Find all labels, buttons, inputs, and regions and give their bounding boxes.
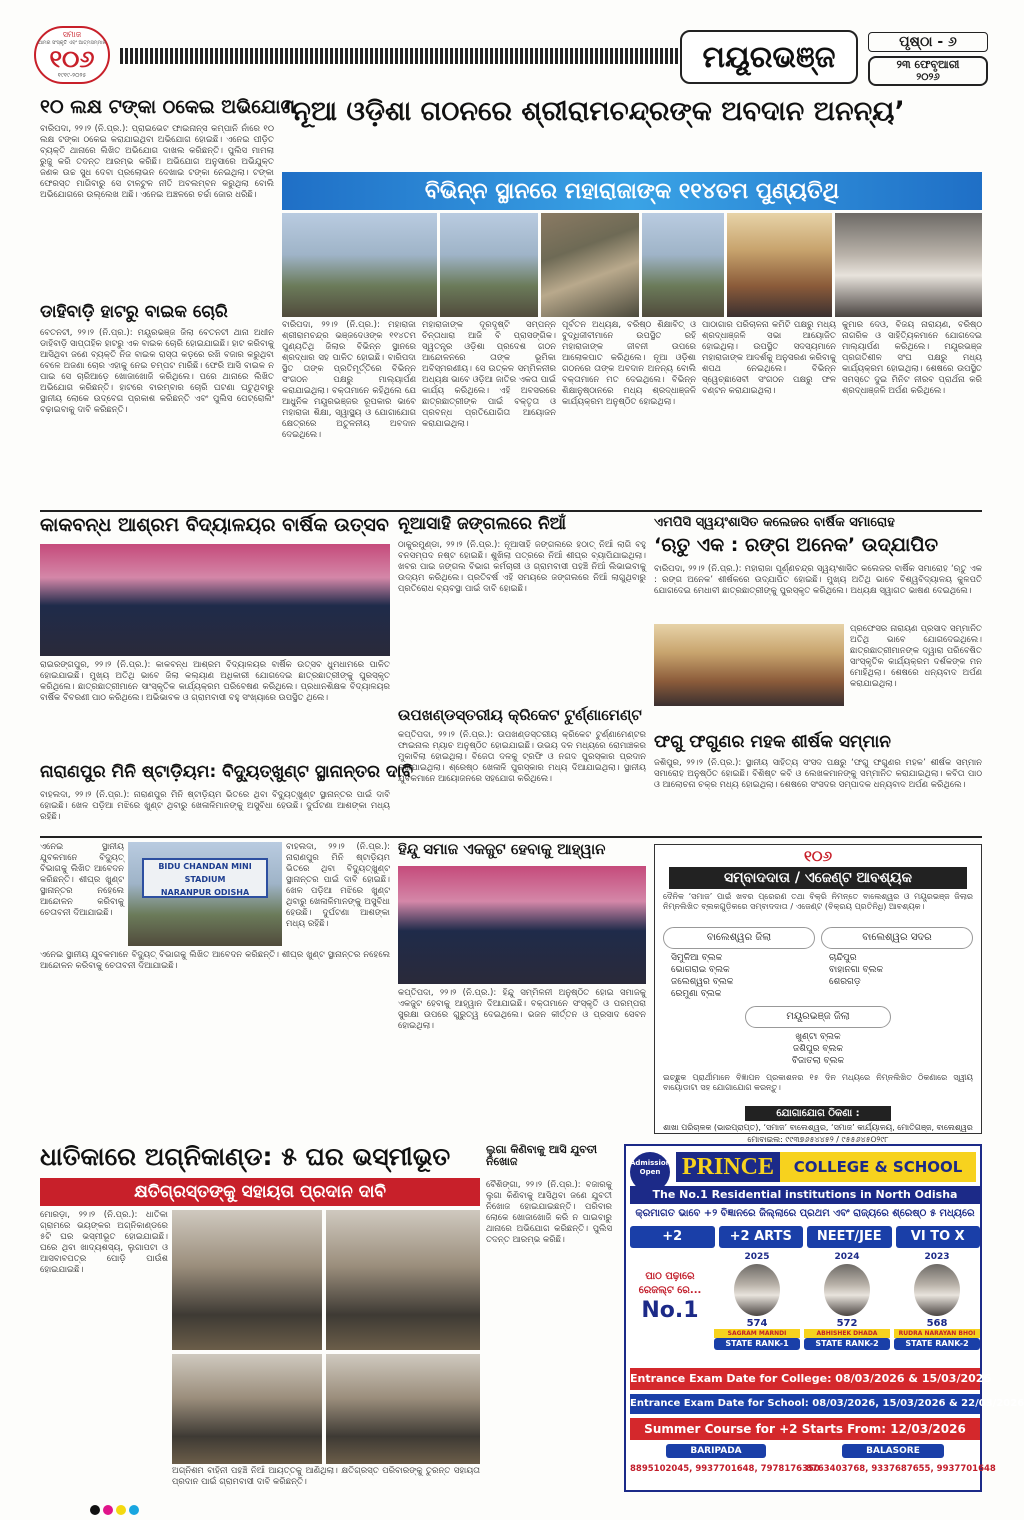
- prince-odia-line: କ୍ରମାଗତ ଭାବେ +୨ ବିଜ୍ଞାନରେ ଜିଲ୍ଲାରେ ପ୍ରଥମ ଏବଂ ରାଜ୍ୟରେ ଶ୍ରେଷ୍ଠ ୫ ମଧ୍ୟରେ: [635, 1208, 975, 1219]
- balasore-blocks: [663, 949, 815, 1003]
- logo-top: ସମାଜ: [62, 30, 82, 39]
- topper-2: [804, 1252, 890, 1360]
- city-balasore: BALASORE: [842, 1444, 944, 1458]
- lead-col1: ବାରିପଦା, ୨୨।୨ (ନି.ପ୍ର.): ମହାରାଜା ଶ୍ରୀରାମଚନ୍ଦ୍ର ଭଞ୍ଜଦେଓଙ୍କ ୧୧୪ତମ ପୁଣ୍ୟତିଥି ଜିଲାର ବିଭିନ୍ନ ସ୍ଥାନରେ ଶ୍ରଦ୍ଧାର ସହ ପାଳିତ ହୋଇଛି। ବାରିପଦା ସ୍ଥିତ ତାଙ୍କ ପ୍ରତିମୂର୍ତ୍ତିରେ ବିଭିନ୍ନ ସଂଗଠନ ପକ୍ଷରୁ ମାଲ୍ୟାର୍ପଣ କରାଯାଇଥିଲା। ବକ୍ତାମାନେ କହିଥିଲେ ଯେ ଆଧୁନିକ ମୟୂରଭଞ୍ଜର ରୂପକାର ଭାବେ ମହାରାଜା ଶିକ୍ଷା, ସ୍ୱାସ୍ଥ୍ୟ ଓ ଯୋଗାଯୋଗ କ୍ଷେତ୍ରରେ ଅତୁଳନୀୟ ଅବଦାନ ଦେଇଥିଲେ।: [282, 320, 416, 440]
- story9-body: କପ୍ତିପଦା, ୨୨।୨ (ନି.ପ୍ର.): ହିନ୍ଦୁ ସମ୍ମିଳନୀ ଅନୁଷ୍ଠିତ ହୋଇ ସମାଜକୁ ଏକଜୁଟ ହେବାକୁ ଆହ୍ୱାନ ଦିଆଯାଇଛି। ବକ୍ତାମାନେ ସଂସ୍କୃତି ଓ ପରମ୍ପରା ସୁରକ୍ଷା ଉପରେ ଗୁରୁତ୍ୱ ଦେଇଥିଲେ। ଭଜନ କୀର୍ତ୍ତନ ଓ ପ୍ରସାଦ ସେବନ ହୋଇଥିଲା।: [398, 988, 646, 1031]
- lead-banner: [282, 172, 982, 210]
- story6-body: କପ୍ତିପଦା, ୨୨।୨ (ନି.ପ୍ର.): ଉପଖଣ୍ଡସ୍ତରୀୟ କ୍ରିକେଟ ଟୁର୍ଣ୍ଣାମେଣ୍ଟର ଫାଇନାଲ ମ୍ୟାଚ ଅନୁଷ୍ଠିତ ହୋଇଯାଇଛି। ଉଭୟ ଦଳ ମଧ୍ୟରେ ରୋମାଞ୍ଚକର ମୁକାବିଲା ହୋଇଥିଲା। ବିଜେତା ଦଳକୁ ଟ୍ରଫି ଓ ନଗଦ ପୁରସ୍କାର ପ୍ରଦାନ କରାଯାଇଥିଲା। ଶ୍ରେଷ୍ଠ ଖେଳାଳି ପୁରସ୍କାର ମଧ୍ୟ ଦିଆଯାଇଥିଲା। ସ୍ଥାନୀୟ ଯୁବକମାନେ ଆୟୋଜନରେ ସହଯୋଗ କରିଥିଲେ।: [398, 730, 646, 784]
- story8-headline: ନାରାଣପୁର ମିନି ଷ୍ଟାଡ଼ିୟମ: ବିଦ୍ୟୁତ୍‌ଖୁଣ୍ଟ ସ୍ଥାନାନ୍ତର ଦାବି: [40, 762, 414, 782]
- block-item: ଭୋଗରାଇ ବ୍ଲକ: [671, 965, 730, 975]
- section-title-box: [680, 30, 858, 84]
- story11-body2: ଅଗ୍ନିଶମ ବାହିନୀ ପହଞ୍ଚି ନିଆଁ ଆୟତ୍ତକୁ ଆଣିଥିଲା। କ୍ଷତିଗ୍ରସ୍ତ ପରିବାରଙ୍କୁ ତୁରନ୍ତ ସହାୟତା ପ୍ରଦାନ ପାଇଁ ଗ୍ରାମବାସୀ ଦାବି କରିଛନ୍ତି।: [172, 1466, 480, 1487]
- topper-photo: [914, 1264, 960, 1316]
- lead-photo-3: [541, 213, 639, 317]
- masthead: [0, 0, 1024, 92]
- stadium-gate-line1: BIDU CHANDAN MINI STADIUM: [158, 862, 252, 884]
- topper-name: ABHISHEK DHADA: [804, 1329, 890, 1338]
- date-year: ୨୦୨୬: [916, 72, 940, 83]
- stream-science: +2 SCIENCE: [630, 1226, 715, 1248]
- contact-balasore: [806, 1444, 996, 1488]
- result-line3: No.1: [641, 1298, 699, 1323]
- story5-body: ବାରିପଦା, ୨୨।୨ (ନି.ପ୍ର.): ମହାରାଜା ପୂର୍ଣ୍ଣଚନ୍ଦ୍ର ସ୍ୱୟଂଶାସିତ କଲେଜର ବାର୍ଷିକ ସମାରୋହ ‘ଋତୁ ଏକ : ରଙ୍ଗ ଅନେକ’ ଶୀର୍ଷକରେ ଉଦ୍‌ଯାପିତ ହୋଇଛି। ମୁଖ୍ୟ ଅତିଥି ଭାବେ ବିଶ୍ୱବିଦ୍ୟାଳୟ କୁଳପତି ଯୋଗଦେଇ ମେଧାବୀ ଛାତ୍ରଛାତ୍ରୀଙ୍କୁ ପୁରସ୍କୃତ କରିଥିଲେ। ଅଧ୍ୟକ୍ଷ ସ୍ୱାଗତ ଭାଷଣ ଦେଇଥିଲେ।: [654, 564, 982, 596]
- story3-body: ରାଇରଙ୍ଗପୁର, ୨୨।୨ (ନି.ପ୍ର.): କାକବନ୍ଧ ଆଶ୍ରମ ବିଦ୍ୟାଳୟର ବାର୍ଷିକ ଉତ୍ସବ ଧୁମଧାମରେ ପାଳିତ ହୋଇଯାଇଛି। ମୁଖ୍ୟ ଅତିଥି ଭାବେ ଜିଲା କଲ୍ୟାଣ ଅଧିକାରୀ ଯୋଗଦେଇ ଛାତ୍ରଛାତ୍ରୀଙ୍କୁ ପୁରସ୍କୃତ କରିଥିଲେ। ଛାତ୍ରଛାତ୍ରୀମାନେ ସାଂସ୍କୃତିକ କାର୍ଯ୍ୟକ୍ରମ ପରିବେଷଣ କରିଥିଲେ। ପ୍ରଧାନଶିକ୍ଷକ ବିଦ୍ୟାଳୟର ବାର୍ଷିକ ବିବରଣୀ ପାଠ କରିଥିଲେ। ଅଭିଭାବକ ଓ ଗ୍ରାମବାସୀ ବହୁ ସଂଖ୍ୟାରେ ଉପସ୍ଥିତ ଥିଲେ।: [40, 660, 390, 703]
- block-item: ଚାନ୍ଦିପୁର: [829, 953, 857, 963]
- block-item: ବିଜାତଲା ବ୍ଲକ: [791, 1056, 845, 1066]
- date-day: ୨୩ ଫେବୃଆରୀ: [896, 58, 960, 71]
- lead-photo-4: [642, 213, 724, 317]
- prince-tagline: The No.1 Residential institutions in North Odisha: [630, 1186, 980, 1204]
- topper-rank: STATE RANK-2: [894, 1338, 980, 1350]
- registration-marks: [90, 1500, 170, 1512]
- contact-head: ଯୋଗାଯୋଗ ଠିକଣା :: [745, 1106, 891, 1121]
- lead-banner-text: ବିଭିନ୍ନ ସ୍ଥାନରେ ମହାରାଜାଙ୍କ ୧୧୪ତମ ପୁଣ୍ୟତିଥି: [424, 178, 840, 204]
- story11-body: ମୋରଡ଼ା, ୨୨।୨ (ନି.ପ୍ର.): ଧାତିକା ଗ୍ରାମରେ ଭୟଙ୍କର ଅଗ୍ନିକାଣ୍ଡରେ ୫ଟି ଘର ଭସ୍ମୀଭୂତ ହୋଇଯାଇଛି। ଘରେ ଥିବା ଖାଦ୍ୟଶସ୍ୟ, ଲୁଗାପଟା ଓ ଆସବାବପତ୍ର ପୋଡ଼ି ପାଉଁଶ ହୋଇଯାଇଛି।: [40, 1210, 168, 1275]
- obituary-column: [480, 844, 606, 1140]
- story2-headline: ଡାହିବାଡ଼ି ହାଟରୁ ବାଇକ ଚୋରି: [40, 302, 228, 322]
- contact-phone: ମୋବାଇଲ: ୯୯୩୭୬୫୪୪୫୨ / ୯୫୫୬୪୫୦୨୯୮: [747, 1135, 889, 1144]
- topper-photo: [824, 1264, 870, 1316]
- logo-sub: ଆମର ସଂସ୍କୃତି ଏବଂ ଆତ୍ମସମ୍ମାନ: [38, 40, 106, 46]
- result-slogan: [630, 1270, 710, 1350]
- stream-vi-to-x: VI TO X: [896, 1226, 981, 1248]
- prince-ad: [624, 1144, 1024, 1492]
- prince-name-left: PRINCE: [676, 1152, 780, 1182]
- topper-marks: 572: [836, 1318, 858, 1329]
- story3-photo: [40, 544, 390, 656]
- story4-headline: ନୂଆସାହି ଜଙ୍ଗଲରେ ନିଆଁ: [398, 514, 567, 534]
- block-item: ସିମୁଳିଆ ବ୍ଲକ: [671, 953, 723, 963]
- topper-rank: STATE RANK-2: [804, 1338, 890, 1350]
- story8-body: ବାହଲଦା, ୨୨।୨ (ନି.ପ୍ର.): ନାରାଣପୁର ମିନି ଷ୍ଟାଡ଼ିୟମ ଭିତରେ ଥିବା ବିଦ୍ୟୁତ୍‌ଖୁଣ୍ଟ ସ୍ଥାନାନ୍ତର ପାଇଁ ଦାବି ହୋଇଛି। ଖେଳ ପଡ଼ିଆ ମଝିରେ ଖୁଣ୍ଟ ଥିବାରୁ ଖେଳାଳିମାନଙ୍କୁ ଅସୁବିଧା ହେଉଛି। ଦୁର୍ଘଟଣା ଆଶଙ୍କା ମଧ୍ୟ ରହିଛି।: [40, 790, 390, 822]
- story11-photo-1: [172, 1210, 322, 1350]
- result-line1: ପାଠ ପଢ଼ାରେ: [645, 1271, 695, 1282]
- lead-col5: କୁମାର ଦେଓ, ବିଜୟ ନାରାୟଣ, ବରିଷ୍ଠ ନାଗରିକ ଓ ସାହିତ୍ୟିକମାନେ ଯୋଗଦେଇ ମାଲ୍ୟାର୍ପଣ କରିଥିଲେ। ମୟୂରଭଞ୍ଜ ପ୍ରଗତିଶୀଳ ସଂଘ ପକ୍ଷରୁ ମଧ୍ୟ କାର୍ଯ୍ୟକ୍ରମ ହୋଇଥିଲା। ଶେଷରେ ଉପସ୍ଥିତ ସମସ୍ତେ ଦୁଇ ମିନିଟ ନୀରବ ପ୍ରାର୍ଥନା କରି ଶ୍ରଦ୍ଧାଞ୍ଜଳି ଅର୍ପଣ କରିଥିଲେ।: [842, 320, 982, 396]
- sadar-blocks: [821, 949, 973, 991]
- topper-1: [714, 1252, 800, 1360]
- classified-logo: ୧୦୬: [803, 847, 833, 865]
- lead-col3: ପୂର୍ବତନ ଅଧ୍ୟକ୍ଷ, ବରିଷ୍ଠ ଶିକ୍ଷାବିତ୍ ଓ ବୁଦ୍ଧିଜୀବୀମାନେ ଉପସ୍ଥିତ ରହି ମହାରାଜାଙ୍କ ଜୀବନୀ ଉପରେ ଆଲୋକପାତ କରିଥିଲେ। ନୂଆ ଓଡ଼ିଶା ଗଠନରେ ତାଙ୍କ ଅବଦାନ ଅନନ୍ୟ ବୋଲି ବକ୍ତାମାନେ ମତ ଦେଇଥିଲେ। ବିଭିନ୍ନ ଶିକ୍ଷାନୁଷ୍ଠାନରେ ମଧ୍ୟ ଶ୍ରଦ୍ଧାଞ୍ଜଳି କାର୍ଯ୍ୟକ୍ରମ ଅନୁଷ୍ଠିତ ହୋଇଥିଲା।: [562, 320, 696, 407]
- topper-3: [894, 1252, 980, 1360]
- contact-body: ଶାଖା ପରିଚାଳକ (ଭାରପ୍ରାପ୍ତ), ‘ସମାଜ’ ବାଲେଶ୍ୱର, ‘ସମାଜ’ କାର୍ଯ୍ୟାଳୟ, ମୋତିଗଞ୍ଜ, ବାଲେଶ୍ୱର: [663, 1123, 973, 1132]
- exam-college: Entrance Exam Date for College: 08/03/2026 & 15/03/2026: [630, 1368, 980, 1390]
- district-balasore: ବାଲେଶ୍ୱର ଜିଲା: [663, 927, 815, 949]
- page-number: ପୃଷ୍ଠା - ୬: [868, 32, 988, 52]
- topper-year: 2025: [744, 1252, 770, 1262]
- classified-note: ଇଚ୍ଛୁକ ପ୍ରାର୍ଥୀମାନେ ବିଜ୍ଞାପନ ପ୍ରକାଶନର ୧୫ ଦିନ ମଧ୍ୟରେ ନିମ୍ନଲିଖିତ ଠିକଣାରେ ସ୍ୱୀୟ ବାୟୋଡାଟା ସହ ଯୋଗାଯୋଗ କରନ୍ତୁ।: [663, 1073, 973, 1092]
- story1-body: ବାରିପଦା, ୨୨।୨ (ନି.ପ୍ର.): ପ୍ରାଇଭେଟ ଫାଇନାନ୍ସ କମ୍ପାନି ନାଁରେ ୧୦ ଲକ୍ଷ ଟଙ୍କା ଠକେଇ କରାଯାଇଥିବା ଅଭିଯୋଗ ହୋଇଛି। ଏନେଇ ପୀଡ଼ିତ ବ୍ୟକ୍ତି ଥାନାରେ ଲିଖିତ ଅଭିଯୋଗ ଦାଖଲ କରିଛନ୍ତି। ପୁଲିସ ମାମଲା ରୁଜୁ କରି ତଦନ୍ତ ଆରମ୍ଭ କରିଛି। ଅଭିଯୋଗ ଅନୁସାରେ ଅଭିଯୁକ୍ତ ଜଣକ ଉଚ୍ଚ ସୁଧ ଦେବା ପ୍ରଲୋଭନ ଦେଖାଇ ଟଙ୍କା ନେଇଥିଲା। ଟଙ୍କା ଫେରସ୍ତ ମାଗିବାରୁ ସେ ଟାଳଟୁଳ ନୀତି ଅବଲମ୍ବନ କରୁଥିଲା ବୋଲି ଅଭିଯୋଗରେ ଉଲ୍ଲେଖ ଅଛି। ଏନେଇ ଅଞ୍ଚଳରେ ଚର୍ଚ୍ଚା ଜୋର ଧରିଛି।: [40, 124, 274, 200]
- story2-body: ବେତନଟୀ, ୨୨।୨ (ନି.ପ୍ର.): ମୟୂରଭଞ୍ଜ ଜିଲା ବେତନଟୀ ଥାନା ଅଧୀନ ଡାହିବାଡ଼ି ସାପ୍ତାହିକ ହାଟରୁ ଏକ ବାଇକ ଚୋରି ହୋଇଯାଇଛି। ହାଟ କରିବାକୁ ଆସିଥିବା ଜଣେ ବ୍ୟକ୍ତି ନିଜ ବାଇକ ରାସ୍ତା କଡ଼ରେ ରଖି ବଜାର କରୁଥିବା ବେଳେ ଅଜଣା ଚୋର ଏହାକୁ ନେଇ ଚମ୍ପଟ ମାରିଛି। ଫେରି ଆସି ବାଇକ ନ ପାଇ ସେ ଚାରିଆଡ଼େ ଖୋଜାଖୋଜି କରିଥିଲେ। ପରେ ଥାନାରେ ଲିଖିତ ଅଭିଯୋଗ କରିଛନ୍ତି। ହାଟରେ ବାରମ୍ବାର ଚୋରି ଘଟଣା ଘଟୁଥିବାରୁ ସ୍ଥାନୀୟ ଲୋକେ ଉଦ୍‌ବେଗ ପ୍ରକାଶ କରିଛନ୍ତି ଏବଂ ପୁଲିସ ପେଟ୍ରୋଲିଂ ବଢ଼ାଇବାକୁ ଦାବି କରିଛନ୍ତି।: [40, 328, 274, 415]
- story5-headline: ‘ଋତୁ ଏକ : ରଙ୍ଗ ଅନେକ’ ଉଦ୍‌ଯାପିତ: [654, 534, 939, 556]
- contact-baripada: [630, 1444, 820, 1488]
- story8-body-right: ବାହଲଦା, ୨୨।୨ (ନି.ପ୍ର.): ନାରାଣପୁର ମିନି ଷ୍ଟାଡ଼ିୟମ ଭିତରେ ଥିବା ବିଦ୍ୟୁତ୍‌ଖୁଣ୍ଟ ସ୍ଥାନାନ୍ତର ପାଇଁ ଦାବି ହୋଇଛି। ଖେଳ ପଡ଼ିଆ ମଝିରେ ଖୁଣ୍ଟ ଥିବାରୁ ଖେଳାଳିମାନଙ୍କୁ ଅସୁବିଧା ହେଉଛି। ଦୁର୍ଘଟଣା ଆଶଙ୍କା ମଧ୍ୟ ରହିଛି।: [286, 842, 390, 929]
- story1-headline: ୧୦ ଲକ୍ଷ ଟଙ୍କା ଠକେଇ ଅଭିଯୋଗ: [40, 96, 296, 118]
- stadium-photo: [128, 842, 282, 946]
- story11-banner-text: କ୍ଷତିଗ୍ରସ୍ତଙ୍କୁ ସହାୟତା ପ୍ରଦାନ ଦାବି: [134, 1182, 386, 1202]
- logo-years: ୧୯୧୯-୨୦୨୫: [57, 72, 87, 79]
- topper-year: 2024: [834, 1252, 860, 1262]
- lead-headline: ‘ନୂଆ ଓଡ଼ିଶା ଗଠନରେ ଶ୍ରୀରାମଚନ୍ଦ୍ରଙ୍କ ଅବଦାନ ଅନନ୍ୟ’: [282, 96, 905, 127]
- topper-marks: 574: [746, 1318, 768, 1329]
- stadium-gate: [142, 858, 268, 898]
- story5-kicker: ଏମପିସି ସ୍ୱୟଂଶାସିତ କଲେଜର ବାର୍ଷିକ ସମାରୋହ: [654, 515, 895, 530]
- logo-number: ୧୦୬: [49, 45, 95, 73]
- topper-name: RUDRA NARAYAN BHOI: [894, 1329, 980, 1338]
- story8-body-left: ଏନେଇ ସ୍ଥାନୀୟ ଯୁବକମାନେ ବିଦ୍ୟୁତ୍ ବିଭାଗକୁ ଲିଖିତ ଆବେଦନ କରିଛନ୍ତି। ଶୀଘ୍ର ଖୁଣ୍ଟ ସ୍ଥାନାନ୍ତର ନହେଲେ ଆନ୍ଦୋଳନ କରିବାକୁ ଚେତାବନୀ ଦିଆଯାଇଛି।: [40, 842, 124, 918]
- story9-headline: ହିନ୍ଦୁ ସମାଜ ଏକଜୁଟ ହେବାକୁ ଆହ୍ୱାନ: [398, 840, 606, 858]
- prince-name-right: COLLEGE & SCHOOL: [780, 1152, 976, 1182]
- lead-photo-5: [727, 213, 832, 317]
- story11-photo-4: [326, 1354, 480, 1464]
- results-area: [630, 1252, 980, 1362]
- story8-body-bottom: ଏନେଇ ସ୍ଥାନୀୟ ଯୁବକମାନେ ବିଦ୍ୟୁତ୍ ବିଭାଗକୁ ଲିଖିତ ଆବେଦନ କରିଛନ୍ତି। ଶୀଘ୍ର ଖୁଣ୍ଟ ସ୍ଥାନାନ୍ତର ନହେଲେ ଆନ୍ଦୋଳନ କରିବାକୁ ଚେତାବନୀ ଦିଆଯାଇଛି।: [40, 950, 390, 971]
- story12-headline: ଲୁଗା କିଣିବାକୁ ଆସି ଯୁବତୀ ନିଖୋଜ: [486, 1143, 598, 1168]
- summer-course: Summer Course for +2 Starts From: 12/03/2026: [630, 1418, 980, 1440]
- stream-arts: +2 ARTS: [719, 1226, 804, 1248]
- story5-body2: ପ୍ରଫେସର ନାରାୟଣ ପ୍ରସାଦ ସମ୍ମାନିତ ଅତିଥି ଭାବେ ଯୋଗଦେଇଥିଲେ। ଛାତ୍ରଛାତ୍ରୀମାନଙ୍କ ଦ୍ୱାରା ପରିବେଷିତ ସାଂସ୍କୃତିକ କାର୍ଯ୍ୟକ୍ରମ ଦର୍ଶକଙ୍କ ମନ ମୋହିଥିଲା। ଶେଷରେ ଧନ୍ୟବାଦ ଅର୍ପଣ କରାଯାଇଥିଲା।: [850, 624, 982, 689]
- divider-1: [40, 510, 982, 512]
- phones-baripada[interactable]: 8895102045, 9937701648, 7978176350: [630, 1464, 820, 1474]
- divider-2: [40, 836, 982, 838]
- topper-rank: STATE RANK-1: [714, 1338, 800, 1350]
- district-mayurbhanj: ମୟୂରଭଞ୍ଜ ଜିଲା: [745, 1006, 891, 1028]
- story6-headline: ଉପଖଣ୍ଡସ୍ତରୀୟ କ୍ରିକେଟ ଟୁର୍ଣ୍ଣାମେଣ୍ଟ: [398, 706, 642, 724]
- topper-name: SAGRAM MARNDI: [714, 1329, 800, 1338]
- masthead-rule: [120, 48, 680, 64]
- classified-box: [654, 844, 982, 1144]
- lead-photo-1: [282, 213, 437, 317]
- topper-photo: [734, 1264, 780, 1316]
- section-title: ମୟୂରଭଞ୍ଜ: [702, 39, 836, 75]
- lead-col2: ମହାରାଜାଙ୍କ ଦୂରଦୃଷ୍ଟି ସମ୍ପନ୍ନ ଚିନ୍ତାଧାରା ଆଜି ବି ପ୍ରାସଙ୍ଗିକ। ସ୍ୱତନ୍ତ୍ର ଓଡ଼ିଶା ପ୍ରଦେଶ ଗଠନ ଆନ୍ଦୋଳନରେ ତାଙ୍କ ଭୂମିକା ଅବିସ୍ମରଣୀୟ। ସେ ଉତ୍କଳ ସମ୍ମିଳନୀର ଅଧ୍ୟକ୍ଷ ଭାବେ ଓଡ଼ିଆ ଜାତିର ଏକତା ପାଇଁ କାର୍ଯ୍ୟ କରିଥିଲେ। ଏହି ଅବସରରେ ଛାତ୍ରଛାତ୍ରୀଙ୍କ ପାଇଁ ବକ୍ତୃତା ଓ ପ୍ରବନ୍ଧ ପ୍ରତିଯୋଗିତା ଆୟୋଜନ କରାଯାଇଥିଲା।: [422, 320, 556, 429]
- block-item: ଜଶିପୁର ବ୍ଲକ: [793, 1044, 843, 1054]
- block-item: ଖୁଣ୍ଟା ବ୍ଲକ: [795, 1032, 841, 1042]
- issue-date: [868, 56, 988, 86]
- lead-photo-2: [440, 213, 538, 317]
- story7-headline: ଫଗୁ ଫଗୁଣର ମହକ ଶୀର୍ଷକ ସମ୍ମାନ: [654, 732, 891, 752]
- story11-banner: [40, 1178, 480, 1206]
- block-item: ଶେରଗଡ଼: [829, 977, 861, 987]
- story7-body: ଜଶିପୁର, ୨୨।୨ (ନି.ପ୍ର.): ସ୍ଥାନୀୟ ସାହିତ୍ୟ ସଂସଦ ପକ୍ଷରୁ ‘ଫଗୁ ଫଗୁଣର ମହକ’ ଶୀର୍ଷକ ସମ୍ମାନ ସମାରୋହ ଅନୁଷ୍ଠିତ ହୋଇଛି। ବିଶିଷ୍ଟ କବି ଓ ଲେଖକମାନଙ୍କୁ ସମ୍ମାନିତ କରାଯାଇଥିଲା। କବିତା ପାଠ ଓ ଆଲୋଚନା ଚକ୍ର ମଧ୍ୟ ହୋଇଥିଲା। ଶେଷରେ ସଂସଦର ସମ୍ପାଦକ ଧନ୍ୟବାଦ ଅର୍ପଣ କରିଥିଲେ।: [654, 758, 982, 790]
- admission-badge: Admission Open: [630, 1152, 670, 1192]
- city-baripada: BARIPADA: [666, 1444, 766, 1458]
- exam-school: Entrance Exam Date for School: 08/03/2026, 15/03/2026 & 22/03/2026: [630, 1394, 980, 1414]
- classified-title: ସମ୍ବାଦଦାତା / ଏଜେଣ୍ଟ ଆବଶ୍ୟକ: [669, 867, 967, 889]
- story11-photo-2: [326, 1210, 480, 1350]
- mayurbhanj-blocks: [655, 1028, 981, 1070]
- story4-body: ଠାକୁରମୁଣ୍ଡା, ୨୨।୨ (ନି.ପ୍ର.): ନୂଆସାହି ଜଙ୍ଗଲରେ ହଠାତ୍ ନିଆଁ ଲାଗି ବହୁ ବନସମ୍ପଦ ନଷ୍ଟ ହୋଇଛି। ଶୁଖିଲା ପତ୍ରରେ ନିଆଁ ଶୀଘ୍ର ବ୍ୟାପିଯାଇଥିଲା। ଖବର ପାଇ ଜଙ୍ଗଲ ବିଭାଗ କର୍ମଚାରୀ ଓ ଗ୍ରାମବାସୀ ପହଞ୍ଚି ନିଆଁ ଲିଭାଇବାକୁ ଉଦ୍ୟମ କରିଥିଲେ। ପ୍ରତିବର୍ଷ ଏହି ସମୟରେ ଜଙ୍ଗଲରେ ନିଆଁ ଲାଗୁଥିବାରୁ ପ୍ରତିରୋଧ ବ୍ୟବସ୍ଥା ପାଇଁ ଦାବି ହୋଇଛି।: [398, 540, 646, 594]
- story11-photo-3: [172, 1354, 322, 1464]
- block-item: ଜଲେଶ୍ୱର ବ୍ଲକ: [671, 977, 734, 987]
- block-item: ରେମୁଣା ବ୍ଲକ: [671, 989, 722, 999]
- classified-intro: ଦୈନିକ ‘ସମାଜ’ ପାଇଁ ଖବର ପ୍ରେରଣ ତଥା ବିକ୍ରି ନିମନ୍ତେ ବାଲେଶ୍ୱର ଓ ମୟୂରଭଞ୍ଜ ଜିଲାର ନିମ୍ନଲିଖିତ ବ୍ଲକଗୁଡ଼ିକରେ ସମ୍ବାଦଦାତା / ଏଜେଣ୍ଟ (ବିକ୍ରୟ ପ୍ରତିନିଧି) ଆବଶ୍ୟକ।: [663, 892, 973, 911]
- block-item: ବାହାନଗା ବ୍ଲକ: [829, 965, 884, 975]
- story3-headline: କାକବନ୍ଧ ଆଶ୍ରମ ବିଦ୍ୟାଳୟର ବାର୍ଷିକ ଉତ୍ସବ: [40, 514, 389, 536]
- lead-col4: ପାଠାଗାର ପରିଚାଳନା କମିଟି ପକ୍ଷରୁ ମଧ୍ୟ ଶ୍ରଦ୍ଧାଞ୍ଜଳି ସଭା ଆୟୋଜିତ ହୋଇଥିଲା। ଉପସ୍ଥିତ ସଦସ୍ୟମାନେ ମହାରାଜାଙ୍କ ଆଦର୍ଶକୁ ଅନୁସରଣ କରିବାକୁ ଶପଥ ନେଇଥିଲେ। ବିଭିନ୍ନ ସ୍ୱେଚ୍ଛାସେବୀ ସଂଗଠନ ପକ୍ଷରୁ ଫଳ ବଣ୍ଟନ କରାଯାଇଥିଲା।: [702, 320, 836, 396]
- stadium-gate-line2: NARANPUR ODISHA: [160, 888, 250, 897]
- result-line2: ରେଜଲ୍ଟ ରେ...: [638, 1285, 702, 1296]
- district-balasore-sadar: ବାଲେଶ୍ୱର ସଦର: [821, 927, 973, 949]
- story11-headline: ଧାତିକାରେ ଅଗ୍ନିକାଣ୍ଡ: ୫ ଘର ଭସ୍ମୀଭୂତ: [40, 1142, 451, 1171]
- lead-photo-6: [835, 213, 982, 317]
- phones-balasore[interactable]: 8763403768, 9337687655, 9937701648: [806, 1464, 996, 1474]
- stream-neet-jee: NEET/JEE: [807, 1226, 892, 1248]
- topper-marks: 568: [926, 1318, 948, 1329]
- prince-name: [676, 1152, 976, 1182]
- story12-body: ବୈଶିଙ୍ଗା, ୨୨।୨ (ନି.ପ୍ର.): ବଜାରକୁ ଲୁଗା କିଣିବାକୁ ଆସିଥିବା ଜଣେ ଯୁବତୀ ନିଖୋଜ ହୋଇଯାଇଛନ୍ତି। ପରିବାର ଲୋକେ ଖୋଜାଖୋଜି କରି ନ ପାଇବାରୁ ଥାନାରେ ଅଭିଯୋଗ କରିଛନ୍ତି। ପୁଲିସ ତଦନ୍ତ ଆରମ୍ଭ କରିଛି।: [486, 1180, 612, 1245]
- topper-year: 2023: [924, 1252, 950, 1262]
- samaja-logo: [34, 26, 110, 84]
- story5-photo: [654, 624, 844, 706]
